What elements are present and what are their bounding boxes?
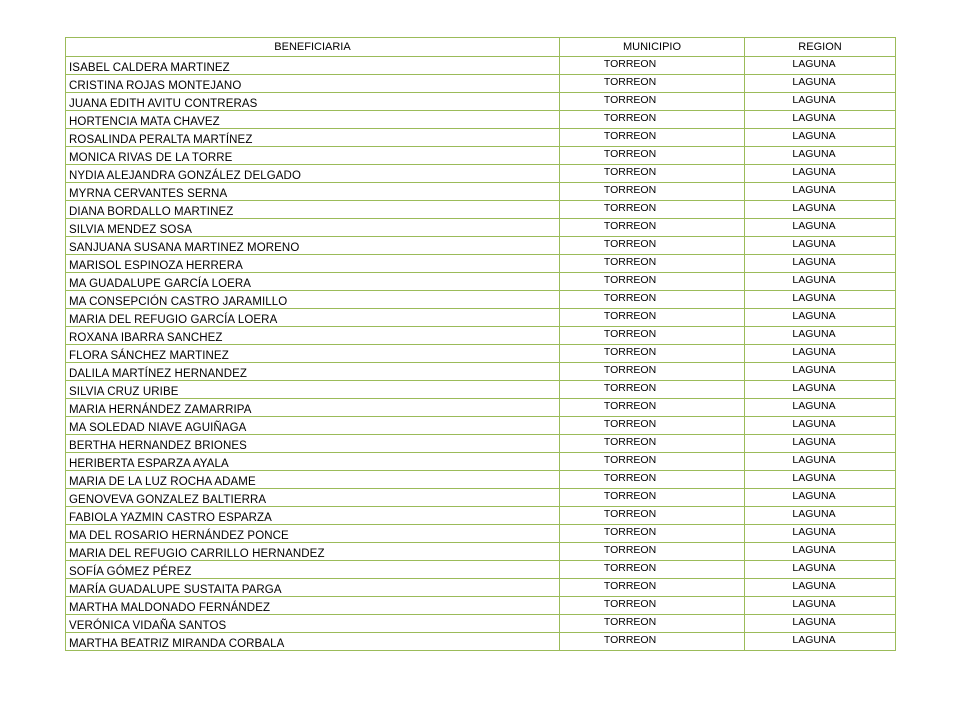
cell-beneficiaria: JUANA EDITH AVITU CONTRERAS bbox=[66, 93, 560, 111]
header-municipio: MUNICIPIO bbox=[560, 38, 745, 57]
cell-beneficiaria: DALILA MARTÍNEZ HERNANDEZ bbox=[66, 363, 560, 381]
cell-beneficiaria: ROSALINDA PERALTA MARTÍNEZ bbox=[66, 129, 560, 147]
cell-beneficiaria: GENOVEVA GONZALEZ BALTIERRA bbox=[66, 489, 560, 507]
table-row bbox=[66, 327, 896, 345]
cell-municipio: TORREON bbox=[560, 543, 745, 561]
cell-region: LAGUNA bbox=[745, 183, 896, 201]
cell-region: LAGUNA bbox=[745, 507, 896, 525]
table-row bbox=[66, 147, 896, 165]
cell-municipio: TORREON bbox=[560, 147, 745, 165]
cell-region: LAGUNA bbox=[745, 579, 896, 597]
cell-beneficiaria: SANJUANA SUSANA MARTINEZ MORENO bbox=[66, 237, 560, 255]
table-row bbox=[66, 219, 896, 237]
cell-beneficiaria: ROXANA IBARRA SANCHEZ bbox=[66, 327, 560, 345]
cell-region: LAGUNA bbox=[745, 633, 896, 651]
cell-beneficiaria: MARIA DEL REFUGIO CARRILLO HERNANDEZ bbox=[66, 543, 560, 561]
cell-region: LAGUNA bbox=[745, 345, 896, 363]
table-row bbox=[66, 453, 896, 471]
cell-region: LAGUNA bbox=[745, 219, 896, 237]
beneficiary-table bbox=[65, 37, 896, 651]
cell-beneficiaria: MARISOL ESPINOZA HERRERA bbox=[66, 255, 560, 273]
cell-municipio: TORREON bbox=[560, 417, 745, 435]
cell-municipio: TORREON bbox=[560, 615, 745, 633]
cell-region: LAGUNA bbox=[745, 147, 896, 165]
cell-region: LAGUNA bbox=[745, 111, 896, 129]
cell-beneficiaria: MARIA HERNÁNDEZ ZAMARRIPA bbox=[66, 399, 560, 417]
cell-municipio: TORREON bbox=[560, 183, 745, 201]
table-row bbox=[66, 507, 896, 525]
cell-beneficiaria: CRISTINA ROJAS MONTEJANO bbox=[66, 75, 560, 93]
cell-region: LAGUNA bbox=[745, 453, 896, 471]
cell-region: LAGUNA bbox=[745, 165, 896, 183]
cell-municipio: TORREON bbox=[560, 381, 745, 399]
table-row bbox=[66, 237, 896, 255]
cell-region: LAGUNA bbox=[745, 489, 896, 507]
table-row bbox=[66, 435, 896, 453]
cell-municipio: TORREON bbox=[560, 561, 745, 579]
table-row bbox=[66, 93, 896, 111]
table-row bbox=[66, 399, 896, 417]
cell-region: LAGUNA bbox=[745, 129, 896, 147]
cell-municipio: TORREON bbox=[560, 129, 745, 147]
cell-beneficiaria: MARÍA GUADALUPE SUSTAITA PARGA bbox=[66, 579, 560, 597]
cell-region: LAGUNA bbox=[745, 525, 896, 543]
cell-region: LAGUNA bbox=[745, 597, 896, 615]
cell-beneficiaria: NYDIA ALEJANDRA GONZÁLEZ DELGADO bbox=[66, 165, 560, 183]
table-row bbox=[66, 633, 896, 651]
table-row bbox=[66, 543, 896, 561]
table-row bbox=[66, 255, 896, 273]
cell-municipio: TORREON bbox=[560, 165, 745, 183]
cell-region: LAGUNA bbox=[745, 381, 896, 399]
table-row bbox=[66, 471, 896, 489]
cell-region: LAGUNA bbox=[745, 75, 896, 93]
cell-municipio: TORREON bbox=[560, 93, 745, 111]
cell-beneficiaria: MA DEL ROSARIO HERNÁNDEZ PONCE bbox=[66, 525, 560, 543]
cell-beneficiaria: BERTHA HERNANDEZ BRIONES bbox=[66, 435, 560, 453]
cell-beneficiaria: HERIBERTA ESPARZA AYALA bbox=[66, 453, 560, 471]
cell-beneficiaria: DIANA BORDALLO MARTINEZ bbox=[66, 201, 560, 219]
table-row bbox=[66, 129, 896, 147]
cell-region: LAGUNA bbox=[745, 363, 896, 381]
cell-region: LAGUNA bbox=[745, 399, 896, 417]
cell-beneficiaria: VERÓNICA VIDAÑA SANTOS bbox=[66, 615, 560, 633]
cell-region: LAGUNA bbox=[745, 309, 896, 327]
table-row bbox=[66, 75, 896, 93]
cell-municipio: TORREON bbox=[560, 525, 745, 543]
table-row bbox=[66, 381, 896, 399]
cell-region: LAGUNA bbox=[745, 327, 896, 345]
cell-municipio: TORREON bbox=[560, 75, 745, 93]
cell-beneficiaria: MA CONSEPCIÓN CASTRO JARAMILLO bbox=[66, 291, 560, 309]
table-row bbox=[66, 183, 896, 201]
table-row bbox=[66, 201, 896, 219]
cell-municipio: TORREON bbox=[560, 489, 745, 507]
cell-region: LAGUNA bbox=[745, 615, 896, 633]
header-beneficiaria: BENEFICIARIA bbox=[66, 38, 560, 57]
cell-municipio: TORREON bbox=[560, 201, 745, 219]
table-row bbox=[66, 57, 896, 75]
table-row bbox=[66, 489, 896, 507]
header-region: REGION bbox=[745, 38, 896, 57]
cell-municipio: TORREON bbox=[560, 309, 745, 327]
cell-beneficiaria: FABIOLA YAZMIN CASTRO ESPARZA bbox=[66, 507, 560, 525]
cell-municipio: TORREON bbox=[560, 291, 745, 309]
cell-region: LAGUNA bbox=[745, 471, 896, 489]
cell-municipio: TORREON bbox=[560, 57, 745, 75]
cell-beneficiaria: MARTHA BEATRIZ MIRANDA CORBALA bbox=[66, 633, 560, 651]
cell-region: LAGUNA bbox=[745, 435, 896, 453]
cell-region: LAGUNA bbox=[745, 273, 896, 291]
cell-region: LAGUNA bbox=[745, 237, 896, 255]
table-row bbox=[66, 111, 896, 129]
table-row bbox=[66, 363, 896, 381]
cell-region: LAGUNA bbox=[745, 543, 896, 561]
cell-beneficiaria: MARIA DE LA LUZ ROCHA ADAME bbox=[66, 471, 560, 489]
table-row bbox=[66, 309, 896, 327]
cell-beneficiaria: SOFÍA GÓMEZ PÉREZ bbox=[66, 561, 560, 579]
cell-beneficiaria: MYRNA CERVANTES SERNA bbox=[66, 183, 560, 201]
cell-municipio: TORREON bbox=[560, 327, 745, 345]
cell-municipio: TORREON bbox=[560, 237, 745, 255]
cell-municipio: TORREON bbox=[560, 255, 745, 273]
cell-beneficiaria: HORTENCIA MATA CHAVEZ bbox=[66, 111, 560, 129]
table-row bbox=[66, 417, 896, 435]
cell-region: LAGUNA bbox=[745, 291, 896, 309]
cell-beneficiaria: MARIA DEL REFUGIO GARCÍA LOERA bbox=[66, 309, 560, 327]
cell-municipio: TORREON bbox=[560, 345, 745, 363]
cell-municipio: TORREON bbox=[560, 219, 745, 237]
table-header bbox=[66, 38, 896, 57]
cell-municipio: TORREON bbox=[560, 363, 745, 381]
header-row bbox=[66, 38, 896, 57]
cell-beneficiaria: MA GUADALUPE GARCÍA LOERA bbox=[66, 273, 560, 291]
cell-region: LAGUNA bbox=[745, 201, 896, 219]
table-row bbox=[66, 561, 896, 579]
cell-municipio: TORREON bbox=[560, 399, 745, 417]
cell-region: LAGUNA bbox=[745, 561, 896, 579]
cell-municipio: TORREON bbox=[560, 579, 745, 597]
cell-municipio: TORREON bbox=[560, 111, 745, 129]
table-row bbox=[66, 165, 896, 183]
cell-municipio: TORREON bbox=[560, 435, 745, 453]
beneficiary-sheet bbox=[65, 37, 895, 651]
cell-region: LAGUNA bbox=[745, 93, 896, 111]
table-row bbox=[66, 525, 896, 543]
cell-municipio: TORREON bbox=[560, 471, 745, 489]
table-row bbox=[66, 597, 896, 615]
cell-beneficiaria: ISABEL CALDERA MARTINEZ bbox=[66, 57, 560, 75]
cell-municipio: TORREON bbox=[560, 507, 745, 525]
cell-beneficiaria: SILVIA MENDEZ SOSA bbox=[66, 219, 560, 237]
cell-beneficiaria: MONICA RIVAS DE LA TORRE bbox=[66, 147, 560, 165]
table-row bbox=[66, 273, 896, 291]
cell-municipio: TORREON bbox=[560, 633, 745, 651]
cell-beneficiaria: SILVIA CRUZ URIBE bbox=[66, 381, 560, 399]
table-body bbox=[66, 57, 896, 651]
cell-beneficiaria: MA SOLEDAD NIAVE AGUIÑAGA bbox=[66, 417, 560, 435]
table-row bbox=[66, 579, 896, 597]
cell-municipio: TORREON bbox=[560, 597, 745, 615]
cell-beneficiaria: FLORA SÁNCHEZ MARTINEZ bbox=[66, 345, 560, 363]
table-row bbox=[66, 291, 896, 309]
cell-beneficiaria: MARTHA MALDONADO FERNÁNDEZ bbox=[66, 597, 560, 615]
table-row bbox=[66, 615, 896, 633]
cell-region: LAGUNA bbox=[745, 417, 896, 435]
cell-municipio: TORREON bbox=[560, 273, 745, 291]
cell-municipio: TORREON bbox=[560, 453, 745, 471]
cell-region: LAGUNA bbox=[745, 57, 896, 75]
table-row bbox=[66, 345, 896, 363]
cell-region: LAGUNA bbox=[745, 255, 896, 273]
